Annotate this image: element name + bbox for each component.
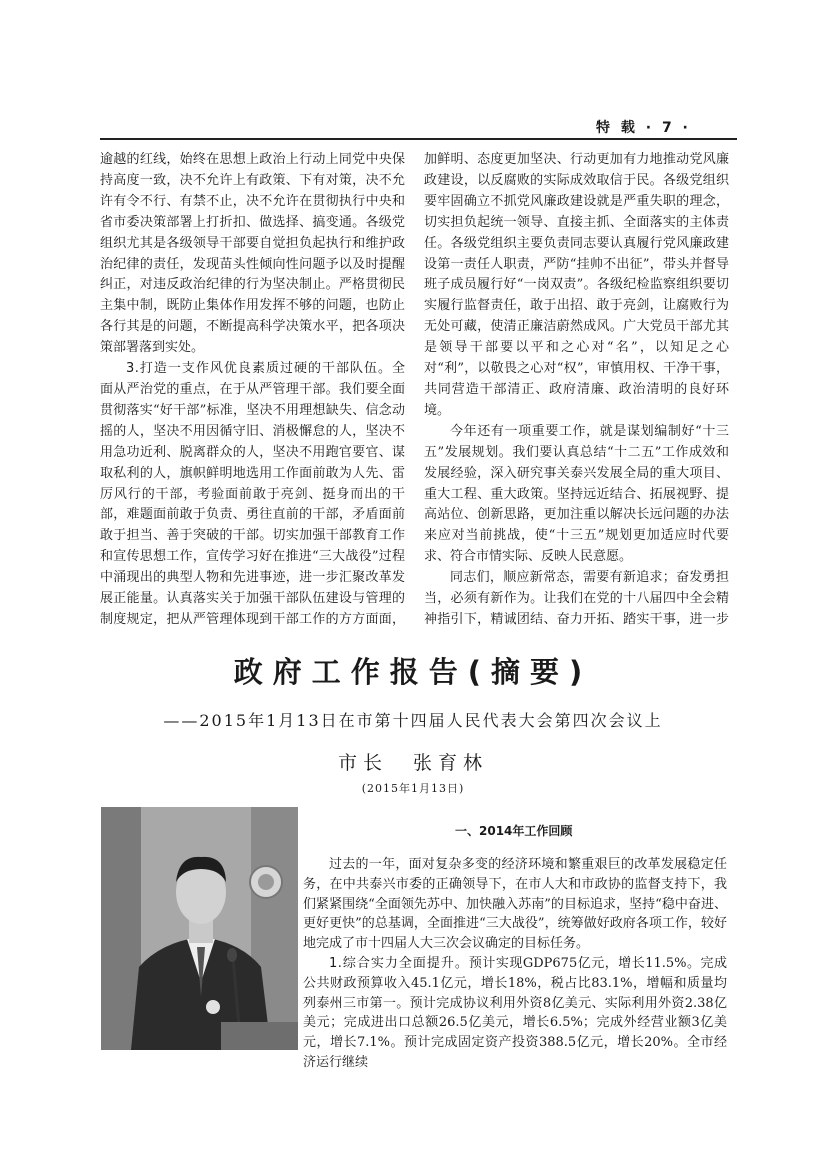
report-paragraph-2-heading: 1.综合实力全面提升。 — [329, 955, 469, 971]
report-body — [303, 855, 727, 1073]
report-date: (2015年1月13日) — [361, 782, 465, 795]
report-subtitle: ——2015年1月13日在市第十四届人民代表大会第四次会议上 — [163, 711, 663, 730]
speaker-photo — [101, 807, 298, 1050]
section-3-body: 全面从严治党的重点，在于从严管理干部。我们要全面贯彻落实“好干部”标准，坚决不用理想缺失、信念动摇的人，坚决不用因循守旧、消极懈怠的人，坚决不用急功近利、脱离群众的人，坚决不用跑官要官、谋取私利的人，旗帜鲜明地选用工作面前敢为人先、雷厉风行的干部，考验面前敢于亮剑、挺身而出的干部，难题面前敢于负责、勇往直前的干部，矛盾面前敢于担当、善于突破的干部。切实加强干部教育工作和宣传思想工作，宣传学习好在推进“三大战役”过程中涌现出的典型人物和先进事迹，进一步汇聚改革发展正能量。认真落实关于加强干部队伍建设与管理的制度规定，把从严管理体现到干部工作的方方面面， — [100, 361, 405, 627]
section-title: 一、2014年工作回顾 — [455, 824, 573, 838]
right-paragraph: 加鲜明、态度更加坚决、行动更加有力地推动党风廉政建设，以反腐败的实际成效取信于民。各级党组织要牢固确立不抓党风廉政建设就是严重失职的理念，切实担负起统一领导、直接主抓、全面落实的主体责任。各级党组织主要负责同志要认真履行党风廉政建设第一责任人职责，严防“挂帅不出征”，带头并督导班子成员履行好“一岗双责”。各级纪检监察组织要切实履行监督责任，敢于出招、敢于亮剑，让腐败行为无处可藏，使清正廉洁蔚然成风。广大党员干部尤其是领导干部要以平和之心对“名”，以知足之心对“利”，以敬畏之心对“权”，审慎用权、干净干事，共同营造干部清正、政府清廉、政治清明的良好环境。 — [424, 152, 729, 418]
right-column — [424, 150, 729, 630]
right-paragraph: 同志们，顺应新常态，需要有新追求；奋发勇担当，必须有新作为。让我们在党的十八届四中全会精神指引下，精诚团结、奋力开拓、踏实干事，进一步 — [424, 570, 729, 627]
report-paragraph-2 — [303, 954, 727, 1073]
report-author: 市长 张育林 — [337, 752, 488, 774]
right-paragraph: 今年还有一项重要工作，就是谋划编制好“十三五”发展规划。我们要认真总结“十二五”工作成效和发展经验，深入研究事关泰兴发展全局的重大项目、重大工程、重大政策。坚持远近结合、拓展视野、提高站位、创新思路，更加注重以解决长远问题的办法来应对当前挑战，使“十三五”规划更加适应时代要求、符合市情实际、反映人民意愿。 — [424, 423, 729, 565]
report-title: 政府工作报告(摘要) — [233, 655, 593, 689]
left-paragraph: 逾越的红线，始终在思想上政治上行动上同党中央保持高度一致，决不允许上有政策、下有对策，决不允许有令不行、有禁不止，决不允许在贯彻执行中央和省市委决策部署上打折扣、做选择、搞变通。各级党组织尤其是各级领导干部要自觉担负起执行和维护政治纪律的责任，发现苗头性倾向性问题予以及时提醒纠正，对违反政治纪律的行为坚决制止。严格贯彻民主集中制，既防止集体作用发挥不够的问题，也防止各行其是的问题，不断提高科学决策水平，把各项决策部署落到实处。 — [100, 152, 405, 356]
section-3-heading: 3.打造一支作风优良素质过硬的干部队伍。 — [126, 361, 392, 377]
header-rule — [100, 138, 737, 140]
header-label: 特 载 · 7 · — [596, 120, 691, 136]
section-3-paragraph — [100, 359, 405, 630]
report-paragraph-1: 过去的一年，面对复杂多变的经济环境和繁重艰巨的改革发展稳定任务，在中共泰兴市委的正确领导下，在市人大和市政协的监督支持下，我们紧紧围绕“全面领先苏中、加快融入苏南”的目标追求，坚持“稳中奋进、更好更快”的总基调，全面推进“三大战役”，统筹做好政府各项工作，较好地完成了市十四届人大三次会议确定的目标任务。 — [303, 857, 727, 952]
report-paragraph-2-body: 预计实现GDP675亿元，增长11.5%。完成公共财政预算收入45.1亿元，增长18%，税占比83.1%，增幅和质量均列泰州三市第一。预计完成协议利用外资8亿美元、实际利用外资2.38亿美元；完成进出口总额26.5亿美元，增长6.5%；完成外经营业额3亿美元，增长7.1%。预计完成固定资产投资388.5亿元，增长20%。全市经济运行继续 — [303, 955, 727, 1070]
left-column — [100, 150, 405, 630]
